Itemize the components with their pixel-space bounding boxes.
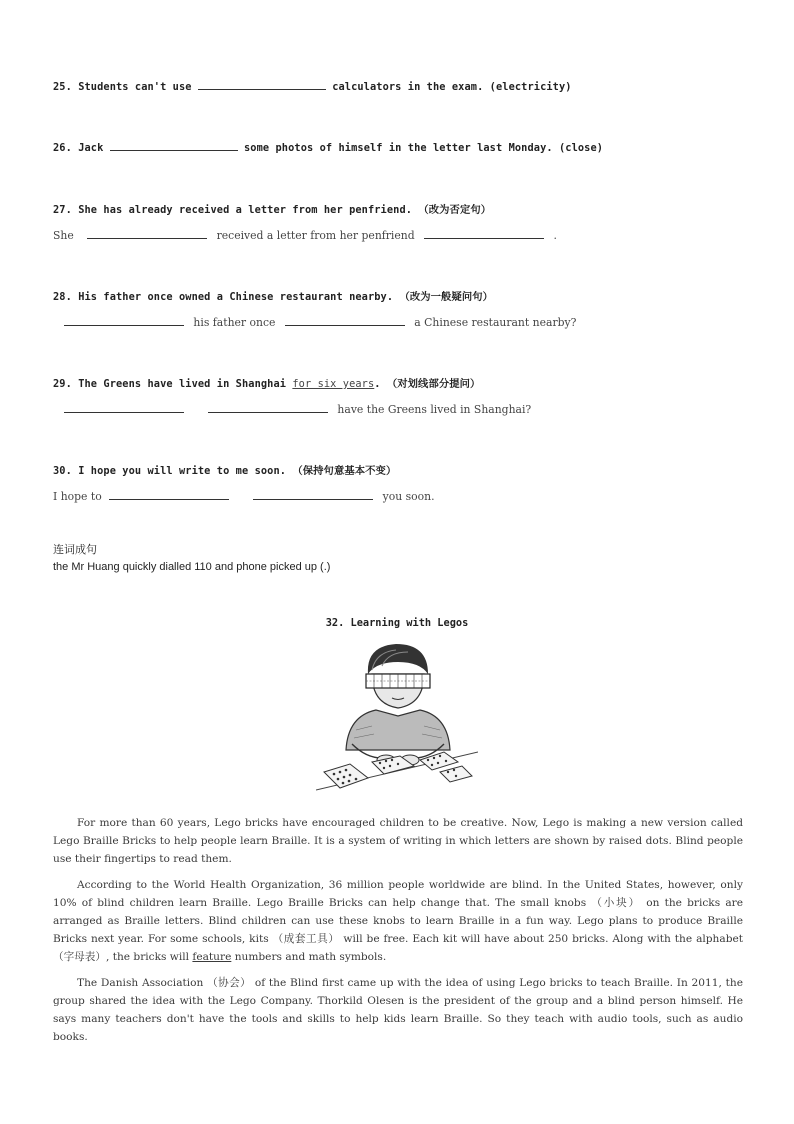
q26-blank[interactable] [110,139,238,151]
q28-text-3: a Chinese restaurant nearby? [410,316,577,329]
passage-paragraph-2 [53,876,743,966]
q27-text-1: She [53,229,78,242]
passage-paragraph-1: For more than 60 years, Lego bricks have encouraged children to be creative. Now, Lego is making a new version called Lego Braille Bricks to help people learn Braille. It is a system of writing in which letters are shown by raised dots. Blind people use their fingertips to read them. [53,817,743,865]
q28-blank-2[interactable] [285,314,405,326]
passage-title: 32. Learning with Legos [325,617,469,629]
scrambled-sentence: the Mr Huang quickly dialled 110 and phone picked up (.) [53,561,331,573]
question-25 [53,78,572,93]
section-heading: 连词成句 [53,544,97,556]
question-30-answer [53,488,435,503]
question-29-prompt [53,375,480,390]
q29-underlined-phrase: for six years [292,378,375,390]
q27-blank-2[interactable] [424,227,544,239]
q28-text-2: his father once [190,316,279,329]
question-30-prompt: 30. I hope you will write to me soon. （保持句意基本不变） [53,465,397,477]
question-27-prompt: 27. She has already received a letter from her penfriend. （改为否定句） [53,204,492,216]
blindfolded-child-illustration [316,640,478,800]
q26-text-end: some photos of himself in the letter last Monday. (close) [237,142,604,154]
question-28-answer [64,314,576,329]
question-28-prompt: 28. His father once owned a Chinese restaurant nearby. （改为一般疑问句） [53,291,494,303]
q29-blank-2[interactable] [208,401,328,413]
q30-blank-1[interactable] [109,488,229,500]
question-29-answer [64,401,531,416]
q25-text-end: calculators in the exam. (electricity) [325,81,572,93]
q25-text-start: 25. Students can't use [53,81,198,93]
paragraph-2-text-end: numbers and math symbols. [231,951,387,963]
q25-blank[interactable] [198,78,326,90]
q29-text-start: 29. The Greens have lived in Shanghai [53,378,293,390]
q26-text-start: 26. Jack [53,142,110,154]
passage-paragraph-3: The Danish Association （协会） of the Blind first came up with the idea of using Lego bricks to teach Braille. In 2011, the group shared the idea with the Lego Company. Thorkild Olesen is the president of the group and a blind person himself. He says many teachers don't have the tools and skills to help kids learn Braille. So they teach with audio tools, such as audio books. [53,977,743,1043]
q27-text-3: . [550,229,557,242]
q30-text-1: I hope to [53,490,106,503]
q29-text-3: have the Greens lived in Shanghai? [334,403,532,416]
paragraph-2-text-start: According to the World Health Organization, 36 million people worldwide are blind. In the United States, however, only 10% of blind children learn Braille. Lego Braille Bricks can help change that. The small knobs （小块） on the bricks are arranged as Braille letters. Blind children can use these knobs to learn Braille in a fun way. Lego plans to produce Braille Bricks next year. For some schools, kits （成套工具） will be free. Each kit will have about 250 bricks. Along with the alphabet （字母表）, the bricks will [53,879,743,963]
q30-blank-2[interactable] [253,488,373,500]
q29-blank-1[interactable] [64,401,184,413]
q28-blank-1[interactable] [64,314,184,326]
q27-blank-1[interactable] [87,227,207,239]
q29-text-end: . （对划线部分提问） [374,378,481,390]
question-27-answer [53,227,557,242]
question-26 [53,139,603,154]
q27-text-2: received a letter from her penfriend [213,229,419,242]
q30-text-3: you soon. [379,490,435,503]
underlined-keyword: feature [192,951,232,963]
